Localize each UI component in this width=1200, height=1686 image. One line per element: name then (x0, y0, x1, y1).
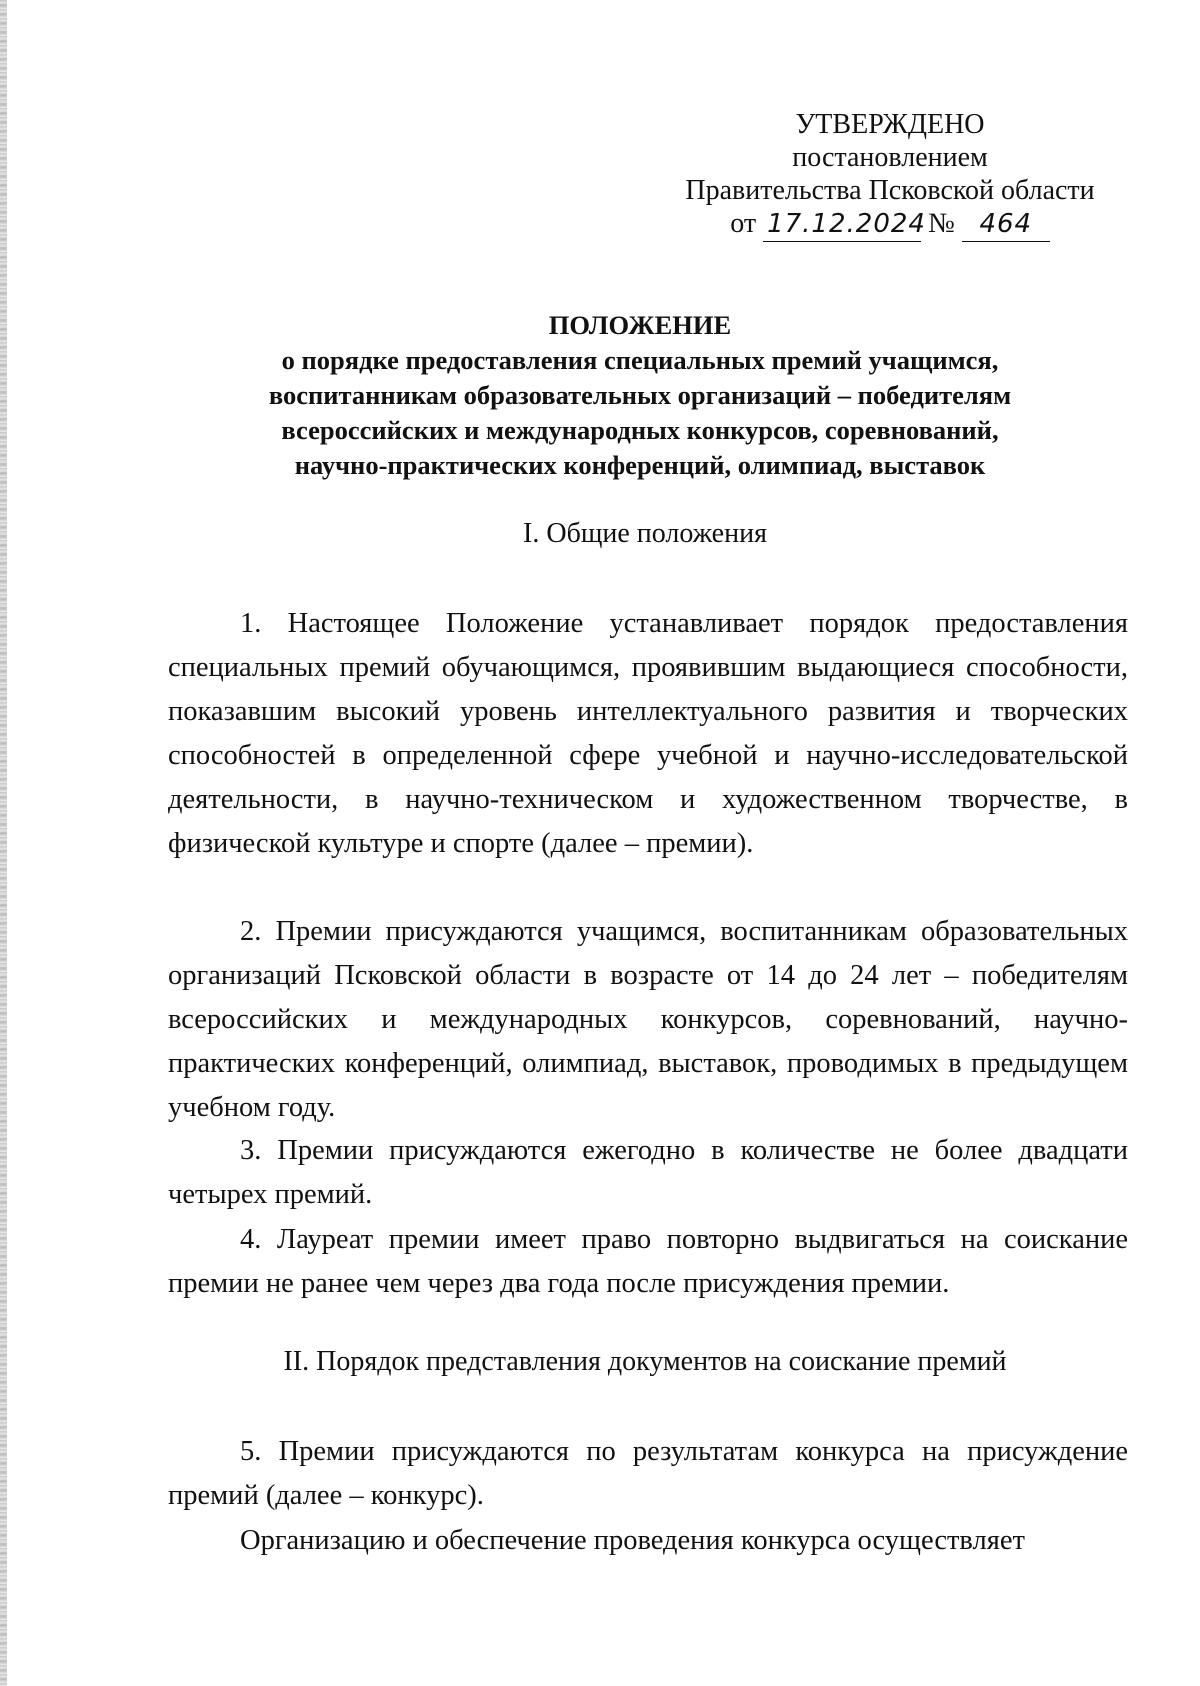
paragraph-5: 5. Премии присуждаются по результатам конкурса на присуждение премий (далее – конкурс). (168, 1436, 1128, 1511)
section-heading-general: I. Общие положения (523, 518, 767, 549)
title-main: ПОЛОЖЕНИЕ (548, 310, 732, 340)
approval-date-line (730, 207, 1050, 242)
section-heading-documents: II. Порядок представления документов на соискание премий (283, 1346, 1007, 1377)
paragraph-1: 1. Настоящее Положение устанавливает порядок предоставления специальных премий обучающимся, проявившим выдающиеся способности, показавшим высокий уровень интеллектуального развития и творческих способностей в определенной сфере учебной и научно-исследовательской деятельности, в научно-техническом и художественном творчестве, в физической культуре и спорте (далее – премии). (168, 608, 1128, 859)
approval-heading: УТВЕРЖДЕНО (795, 109, 985, 140)
document-title (200, 308, 1080, 483)
title-subline: всероссийских и международных конкурсов, соревнований, (281, 415, 999, 445)
handwritten-date: 17.12.2024 (763, 208, 921, 242)
approval-line-government: Правительства Псковской области (685, 175, 1095, 206)
date-prefix: от (730, 208, 757, 239)
title-subline: воспитанникам образовательных организаций – победителям (268, 380, 1012, 410)
paragraph-2: 2. Премии присуждаются учащимся, воспитанникам образовательных организаций Псковской области в возрасте от 14 до 24 лет – победителям всероссийских и международных конкурсов, соревнований, научно-практических конференций, олимпиад, выставок, проводимых в предыдущем учебном году. (168, 916, 1128, 1123)
title-subline: о порядке предоставления специальных премий учащимся, (281, 345, 999, 375)
paragraph-6-partial: Организацию и обеспечение проведения конкурса осуществляет (240, 1525, 1025, 1556)
approval-line-resolution: постановлением (792, 142, 988, 173)
handwritten-number: 464 (962, 208, 1050, 242)
scan-edge (0, 0, 7, 1686)
number-sign: № (928, 208, 955, 239)
title-subline: научно-практических конференций, олимпиад, выставок (294, 450, 986, 480)
approval-stamp-block (660, 108, 1120, 242)
paragraph-3: 3. Премии присуждаются ежегодно в количестве не более двадцати четырех премий. (168, 1135, 1128, 1210)
paragraph-4: 4. Лауреат премии имеет право повторно выдвигаться на соискание премии не ранее чем через два года после присуждения премии. (168, 1224, 1128, 1299)
